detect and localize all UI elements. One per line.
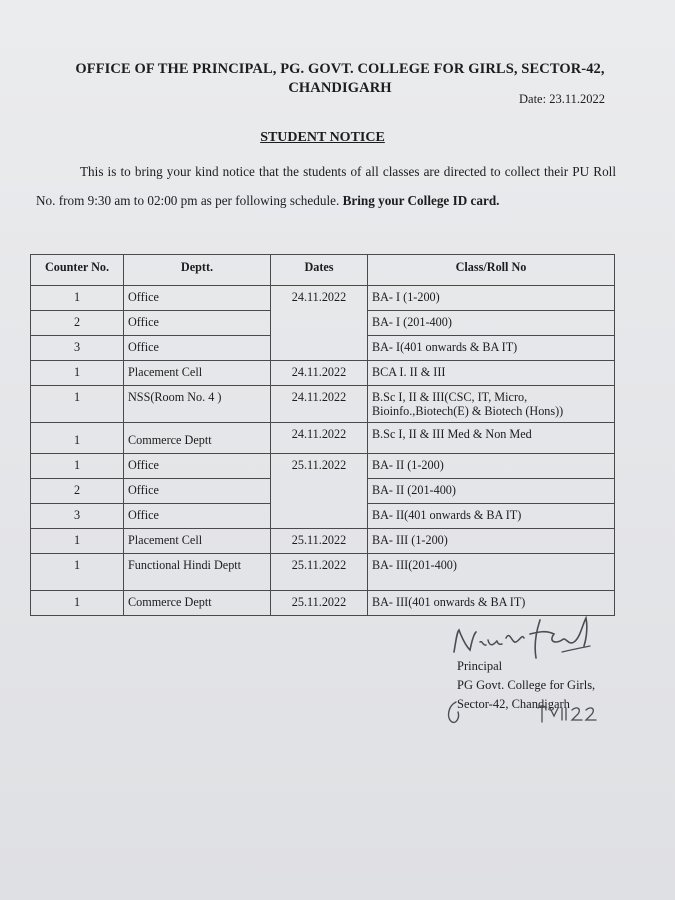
cell-dept: Commerce Deptt: [124, 591, 271, 616]
cell-date: 25.11.2022: [271, 554, 368, 591]
notice-body: [36, 157, 616, 215]
cell-counter: 1: [31, 286, 124, 311]
cell-counter: 2: [31, 479, 124, 504]
notice-body-bold: Bring your College ID card.: [342, 193, 500, 208]
cell-class: BCA I. II & III: [368, 361, 615, 386]
cell-class: BA- I(401 onwards & BA IT): [368, 336, 615, 361]
col-header-counter: Counter No.: [31, 255, 124, 286]
cell-dept: Office: [124, 479, 271, 504]
cell-class: BA- II (1-200): [368, 454, 615, 479]
cell-counter: 1: [31, 554, 124, 591]
cell-class: BA- II(401 onwards & BA IT): [368, 504, 615, 529]
cell-counter: 1: [31, 591, 124, 616]
cell-date: 25.11.2022: [271, 529, 368, 554]
cell-counter: 1: [31, 386, 124, 423]
col-header-dept: Deptt.: [124, 255, 271, 286]
cell-class: B.Sc I, II & III(CSC, IT, Micro, Bioinfo.,Biotech(E) & Biotech (Hons)): [368, 386, 615, 423]
handwritten-signature: [450, 612, 650, 660]
cell-class: BA- I (1-200): [368, 286, 615, 311]
cell-counter: 1: [31, 361, 124, 386]
notice-title: STUDENT NOTICE: [260, 130, 385, 145]
cell-class: BA- II (201-400): [368, 479, 615, 504]
cell-date: 24.11.2022: [271, 361, 368, 386]
cell-class: BA- III (1-200): [368, 529, 615, 554]
cell-counter: 1: [31, 423, 124, 454]
cell-date: 24.11.2022: [271, 423, 368, 454]
table-row: [31, 529, 615, 554]
table-row: [31, 386, 615, 423]
signature-date-mark-icon: [442, 696, 632, 736]
notice-date: Date: 23.11.2022: [519, 92, 605, 106]
table-row: [31, 454, 615, 479]
header-line-1: OFFICE OF THE PRINCIPAL, PG. GOVT. COLLEGE FOR GIRLS, SECTOR-42,: [75, 61, 605, 77]
cell-dept: Placement Cell: [124, 529, 271, 554]
cell-dept: NSS(Room No. 4 ): [124, 386, 271, 423]
cell-dept: Office: [124, 286, 271, 311]
table-row: [31, 554, 615, 591]
notice-body-text: This is to bring your kind notice that the students of all classes are directed to collect their PU Roll No. from 9:30 am to 02:00 pm as per following schedule.: [36, 164, 616, 208]
table-header-row: [31, 255, 615, 286]
signature-scribble-icon: [450, 612, 650, 660]
cell-class: BA- III(201-400): [368, 554, 615, 591]
cell-class: B.Sc I, II & III Med & Non Med: [368, 423, 615, 454]
table-row: [31, 286, 615, 311]
cell-dept: Office: [124, 504, 271, 529]
cell-date: 24.11.2022: [271, 386, 368, 423]
cell-date: 25.11.2022: [271, 454, 368, 529]
cell-counter: 3: [31, 504, 124, 529]
cell-counter: 2: [31, 311, 124, 336]
cell-class: BA- III(401 onwards & BA IT): [368, 591, 615, 616]
cell-counter: 3: [31, 336, 124, 361]
cell-dept: Office: [124, 454, 271, 479]
schedule-table: [30, 254, 615, 616]
col-header-dates: Dates: [271, 255, 368, 286]
table-row: [31, 423, 615, 454]
cell-dept: Functional Hindi Deptt: [124, 554, 271, 591]
cell-dept: Office: [124, 336, 271, 361]
cell-dept: Commerce Deptt: [124, 423, 271, 454]
cell-counter: 1: [31, 529, 124, 554]
cell-counter: 1: [31, 454, 124, 479]
table-row: [31, 361, 615, 386]
cell-date: 24.11.2022: [271, 286, 368, 361]
header-line-2: CHANDIGARH: [288, 80, 392, 96]
cell-dept: Office: [124, 311, 271, 336]
signatory-title: Principal: [457, 659, 503, 673]
col-header-class: Class/Roll No: [368, 255, 615, 286]
cell-dept: Placement Cell: [124, 361, 271, 386]
cell-class: BA- I (201-400): [368, 311, 615, 336]
cell-date: 25.11.2022: [271, 591, 368, 616]
signatory-college: PG Govt. College for Girls,: [457, 678, 596, 692]
address-text: Sector-42, Chandigarh: [457, 697, 570, 711]
